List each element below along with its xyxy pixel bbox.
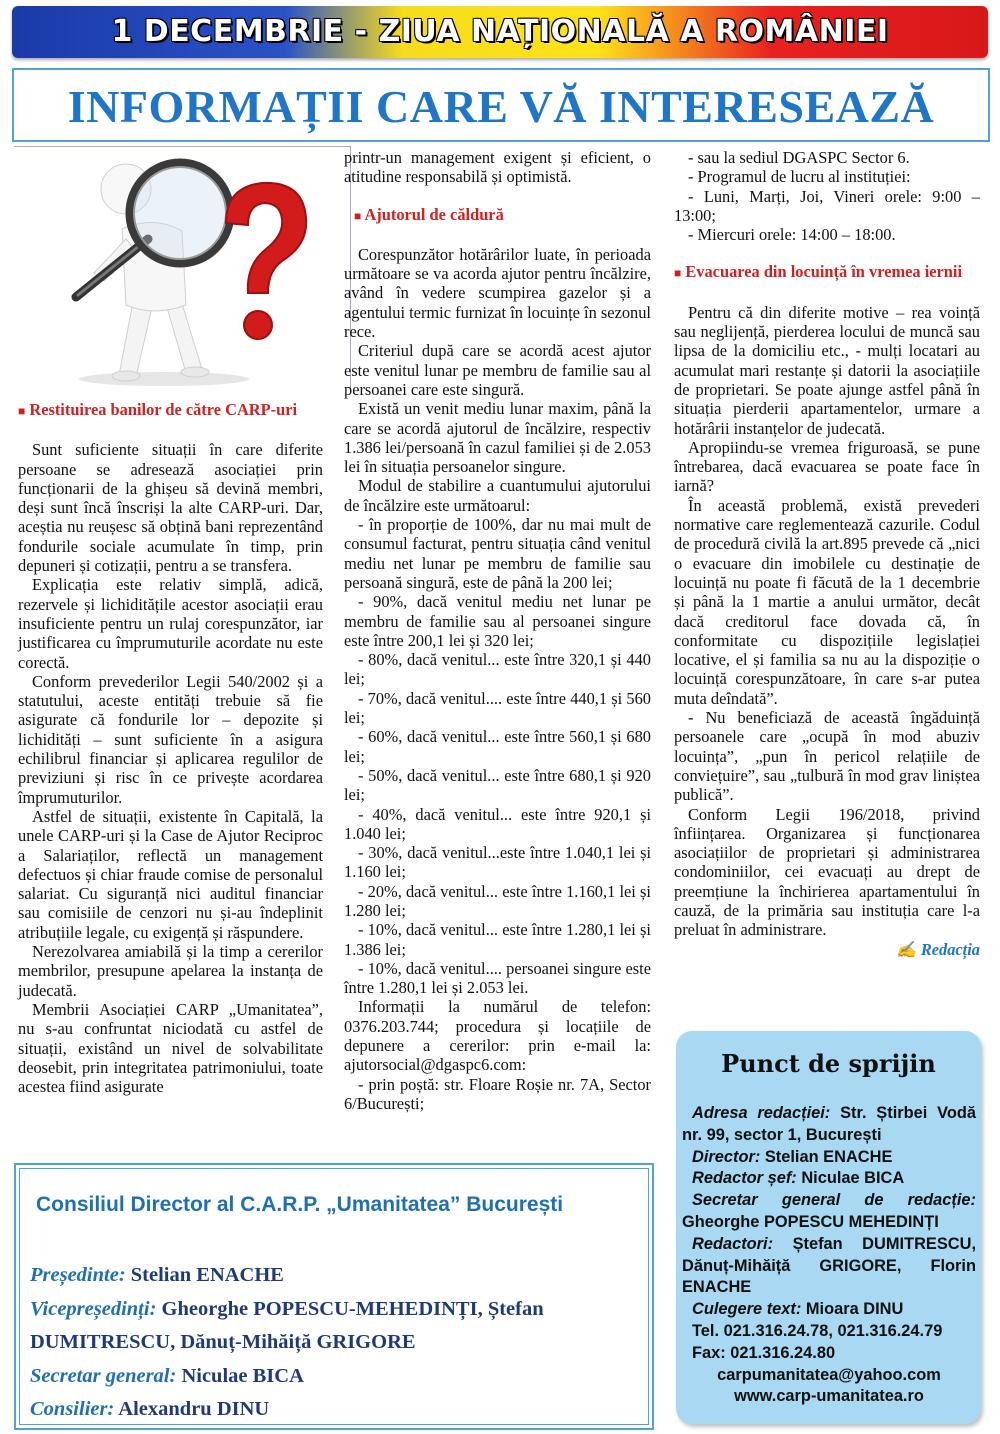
support-value: Ștefan DUMITRESCU, Dănuț-Mihăiță GRIGORE, Florin ENACHE: [682, 1234, 976, 1297]
council-label: Secretar general:: [30, 1364, 177, 1387]
support-chief: [682, 1168, 976, 1190]
list-item: - Luni, Marți, Joi, Vineri orele: 9:00 – 13:00;: [674, 186, 980, 225]
paragraph: Nerezolvarea amiabilă și la timp a cererilor membrilor, presupune apelarea la instanța de judecată.: [18, 942, 323, 1000]
paragraph: Membrii Asociației CARP „Umanitatea”, nu s-au confruntat niciodată cu astfel de situații, existând un nivel de solvabilitate deosebit, prin integritatea patrimoniului, toate acestea fiind asigurate: [18, 999, 323, 1097]
support-value: Niculae BICA: [801, 1169, 905, 1188]
support-address: [682, 1103, 976, 1147]
council-value: Alexandru DINU: [118, 1398, 270, 1420]
pen-icon: ✍: [896, 939, 917, 959]
support-value: Mioara DINU: [805, 1300, 904, 1319]
council-label: Președinte:: [30, 1264, 126, 1286]
page-title: INFORMAȚII CARE VĂ INTERESEAZĂ: [67, 81, 935, 132]
support-fax: Fax: 021.316.24.80: [692, 1343, 836, 1362]
article-refund-column: [18, 400, 323, 1096]
paragraph: - Nu beneficiază de această îngăduință persoanele care „ocupă în mod abuziv locuința”, „pun în pericol relațiile de conviețuire”, sau „tulbură în mod grav liniștea publică”.: [674, 708, 980, 805]
list-item: - prin poștă: str. Floare Roșie nr. 7A, Sector 6/București;: [344, 1074, 651, 1113]
paragraph: Explicația este relativ simplă, adică, rezervele și lichiditățile acestor asociații erau insuficiente pentru un rulaj corespunzător, iar justificarea cu împrumuturile acordate nu este corectă.: [18, 575, 323, 672]
support-editors: [682, 1234, 976, 1299]
support-director: [682, 1147, 976, 1169]
list-item: - 10%, dacă venitul... este între 1.280,1 lei și 1.386 lei;: [344, 920, 651, 959]
signature: [674, 940, 980, 959]
heading-eviction-text: Evacuarea din locuință în vremea iernii: [685, 262, 963, 282]
support-typing: [682, 1299, 976, 1321]
article-eviction-column: [674, 148, 980, 959]
council-value: Niculae BICA: [181, 1364, 304, 1387]
paragraph: În această problemă, există prevederi normative care reglementează cazurile. Codul de procedură civilă la art.895 prevede că „nici o evacuare din imobilele cu destinație de locuință nu poate fi făcută de la 1 decembrie și până la 1 martie a anului următor, decât dacă creditorul face dovada că, în conformitate cu dispozițiile legislației locative, el și familia sa nu au la dispoziție o locuință corespunzătoare, în care s-ar putea muta deîndată”.: [674, 495, 980, 708]
article-heating-column: [344, 148, 651, 1113]
list-item: - 80%, dacă venitul... este între 320,1 și 440 lei;: [344, 650, 651, 689]
list-item: - 10%, dacă venitul.... persoanei singure este între 1.280,1 lei și 2.053 lei.: [344, 958, 651, 998]
support-secretary: [682, 1190, 976, 1234]
council-value: Gheorghe POPESCU-MEHEDINȚI, Ștefan DUMITRESCU, Dănuț-Mihăiță GRIGORE: [30, 1297, 544, 1353]
council-members: [30, 1259, 642, 1427]
list-item: - 40%, dacă venitul... este între 920,1 și 1.040 lei;: [344, 804, 651, 843]
paragraph: printr-un management exigent și eficient, o atitudine responsabilă și optimistă.: [344, 148, 651, 187]
council-president: [30, 1259, 642, 1293]
signature-text: Redacția: [920, 939, 980, 959]
paragraph: Astfel de situații, existente în Capitală, la unele CARP-uri și la Case de Ajutor Reciproc a Salariaților, reflectă un management defectuos și chiar fraude comise de personalul salariat. Cu siguranță nici auditul financiar sau comisiile de cenzori nu și-au îndeplinit atribuțiile legale, cu exigență și răspundere.: [18, 806, 323, 942]
list-item: - Miercuri orele: 14:00 – 18:00.: [688, 225, 896, 245]
heading-heating-text: Ajutorul de căldură: [364, 204, 504, 224]
paragraph: Modul de stabilire a cuantumului ajutorului de încălzire este următoarul:: [344, 476, 651, 515]
paragraph: Informații la numărul de telefon: 0376.203.744; procedura și locațiile de depunere a cererilor: prin e-mail la: ajutorsocial@dgaspc6.com:: [344, 997, 651, 1075]
title-frame: [12, 68, 990, 142]
support-value: Gheorghe POPESCU MEHEDINȚI: [682, 1212, 939, 1231]
heading-refund: ■ Restituirea banilor de către CARP-uri: [18, 400, 298, 419]
magnifier-question-illustration: [14, 147, 350, 391]
banner-text: 1 DECEMBRIE - ZIUA NAȚIONALĂ A ROMÂNIEI: [111, 14, 889, 49]
paragraph: Apropiindu-se vremea friguroasă, se pune întrebarea, dacă evacuarea se poate face în iarnă?: [674, 437, 980, 496]
paragraph: Pentru că din diferite motive – rea voință sau neglijență, pierderea locului de muncă sau lipsa de la domiciliu etc., - mulți locatari au acumulat mari restanțe și datorii la asociațiile de proprietari. Se poate ajunge astfel până în situația pierderii apartamentelor, urmare a hotărârii instanțelor de judecată.: [674, 302, 980, 438]
support-email[interactable]: carpumanitatea@yahoo.com: [717, 1365, 941, 1384]
list-item: - sau la sediul DGASPC Sector 6.: [688, 148, 910, 167]
council-vice: [30, 1293, 642, 1360]
council-label: Consilier:: [30, 1398, 115, 1420]
list-item: - 60%, dacă venitul... este între 560,1 și 680 lei;: [344, 727, 651, 766]
paragraph: Sunt suficiente situații în care diferite persoane se adresează asociației prin funcționarii de la ghișeu să devină membri, deși sunt încă înscriși la alte CARP-uri. Dar, aceștia nu reușesc să obțină bani reprezentând fondurile sociale acumulate în timp, prin depuneri și cotizații, pentru a se transfera.: [18, 440, 323, 576]
council-box: [14, 1163, 654, 1430]
list-item: - 90%, dacă venitul mediu net lunar pe membru de familie sau al persoanei singure este între 200,1 lei și 320 lei;: [344, 592, 651, 650]
council-value: Stelian ENACHE: [130, 1264, 284, 1286]
council-counselor: [30, 1393, 642, 1427]
heading-heating: ■ Ajutorul de căldură: [354, 204, 504, 224]
list-item: - 70%, dacă venitul.... este între 440,1 și 560 lei;: [344, 688, 651, 728]
support-label: Director:: [692, 1147, 761, 1166]
heading-eviction: ■ Evacuarea din locuință în vremea iernii: [674, 262, 963, 282]
council-label: Vicepreședinți:: [30, 1297, 157, 1320]
list-item: - 30%, dacă venitul...este între 1.040,1 lei și 1.160 lei;: [344, 843, 651, 882]
support-label: Redactori:: [692, 1234, 774, 1253]
support-tel: Tel. 021.316.24.78, 021.316.24.79: [692, 1321, 943, 1340]
heading-refund-text: Restituirea banilor de către CARP-uri: [29, 400, 298, 419]
paragraph: Criteriul după care se acordă acest ajutor este venitul lunar pe membru de familie sau al persoanei care este singură.: [344, 341, 651, 399]
paragraph: Conform prevederilor Legii 540/2002 și a statutului, aceste entități trebuie să fie asigurate că fondurile lor – depozite și lichidități – sunt suficiente în a asigura echilibrul financiar și aplicarea regulilor de previziuni și risc în ce privește acordarea împrumuturilor.: [18, 671, 323, 807]
illustration-box: [14, 146, 351, 391]
support-title: Punct de sprijin: [721, 1049, 936, 1078]
support-web[interactable]: www.carp-umanitatea.ro: [734, 1387, 924, 1406]
support-body: [682, 1103, 976, 1408]
list-item: - în proporție de 100%, dar nu mai mult de consumul facturat, pentru situația când venitul mediu net lunar pe membru de familie sau persoană singură, este de până la 200 lei;: [344, 515, 651, 592]
council-title: Consiliul Director al C.A.R.P. „Umanitatea” București: [36, 1193, 564, 1216]
support-label: Redactor șef:: [692, 1169, 797, 1188]
list-item: - 20%, dacă venitul... este între 1.160,1 lei și 1.280 lei;: [344, 881, 651, 920]
support-label: Culegere text:: [692, 1300, 802, 1319]
paragraph: Corespunzător hotărârilor luate, în perioada următoare se va acorda ajutor pentru încălzire, având în vedere scumpirea gazelor și a agentului termic furnizat în locuințe în sezonul rece.: [344, 244, 651, 342]
paragraph: Conform Legii 196/2018, privind înființarea. Organizarea și funcționarea asociațiilor de proprietari și administrarea condominiilor, cei evacuați au drept de preemțiune la închirierea apartamentului în cauză, de la primăria sau instituția care l-a preluat în administrare.: [674, 804, 980, 940]
council-secretary: [30, 1360, 642, 1394]
support-label: Adresa redacției:: [692, 1104, 831, 1122]
support-box: [676, 1031, 981, 1424]
list-item: - 50%, dacă venitul... este între 680,1 și 920 lei;: [344, 765, 651, 805]
paragraph: Există un venit mediu lunar maxim, până la care se acordă ajutorul de încălzire, respectiv 1.386 lei/persoană în cazul familiei și de 2.053 lei în situația persoanelor singure.: [344, 399, 651, 477]
support-value: Stelian ENACHE: [764, 1147, 893, 1166]
support-value: Str. Știrbei Vodă nr. 99, sector 1, București: [682, 1104, 976, 1144]
support-label: Secretar general de redacție:: [692, 1191, 976, 1210]
top-banner: [12, 6, 988, 58]
list-item: - Programul de lucru al instituției:: [688, 167, 911, 187]
